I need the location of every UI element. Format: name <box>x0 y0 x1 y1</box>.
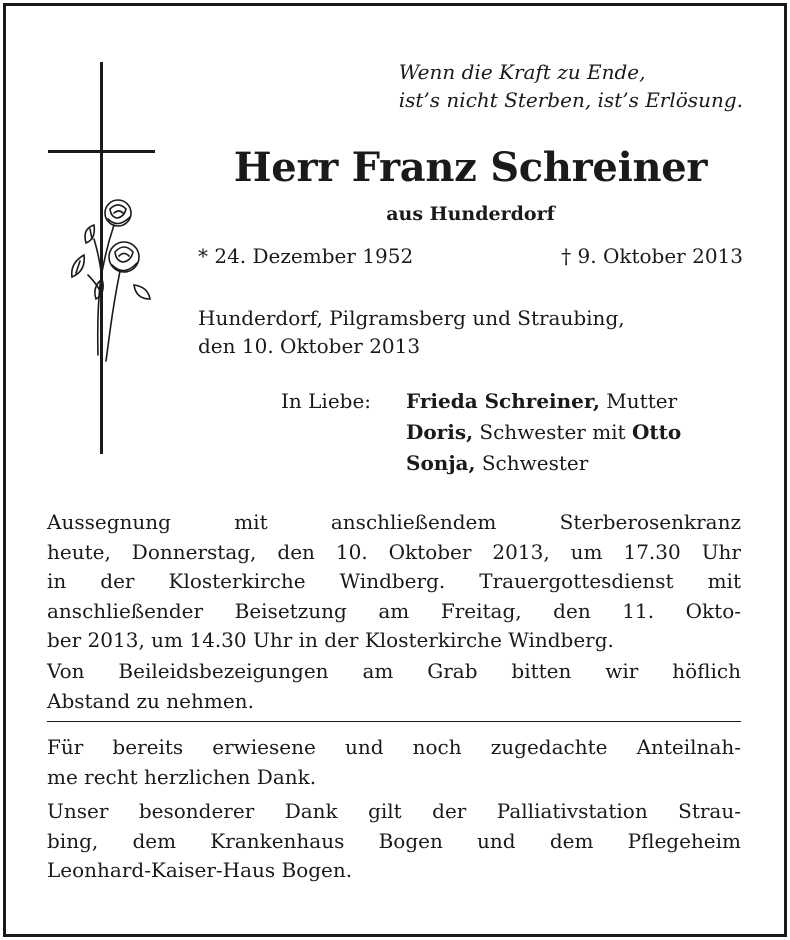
life-dates <box>198 242 743 270</box>
text-line: Aussegnung mit anschließendem Sterberosenkranz <box>47 510 741 534</box>
text-line: ber 2013, um 14.30 Uhr in der Klosterkirche Windberg. <box>47 628 614 652</box>
special-thanks-paragraph <box>47 797 741 886</box>
birth-date: * 24. Dezember 1952 <box>198 244 414 268</box>
text-line: heute, Donnerstag, den 10. Oktober 2013, um 17.30 Uhr <box>47 539 741 564</box>
text-line: Für bereits erwiesene und noch zugedachte Anteilnah- <box>47 735 741 759</box>
place-line: Hunderdorf, Pilgramsberg und Straubing, <box>198 306 625 330</box>
text-line: anschließender Beisetzung am Freitag, den 11. Okto- <box>47 598 741 623</box>
quote-line: ist’s nicht Sterben, ist’s Erlösung. <box>398 88 743 112</box>
mourner-entry <box>406 417 681 448</box>
mourners-list <box>406 386 681 479</box>
deceased-name: Herr Franz Schreiner <box>233 144 708 191</box>
text-line: in der Klosterkirche Windberg. Trauergottesdienst mit <box>47 569 741 593</box>
cross-bar <box>48 150 155 153</box>
mourner-name: Sonja, <box>406 451 476 475</box>
quote <box>399 58 743 114</box>
mourner-extra: Otto <box>631 420 682 444</box>
deceased-origin: aus Hunderdorf <box>386 203 555 225</box>
condolence-paragraph <box>47 657 741 716</box>
death-date: † 9. Oktober 2013 <box>561 244 743 268</box>
divider <box>47 721 741 722</box>
roses-icon <box>64 195 154 365</box>
text-line: bing, dem Krankenhaus Bogen und dem Pflegeheim <box>47 828 741 853</box>
mourner-name: Frieda Schreiner, <box>406 389 600 413</box>
mourner-relation: Schwester mit <box>473 420 632 444</box>
text-line: me recht herzlichen Dank. <box>47 764 317 789</box>
text-line: Von Beileidsbezeigungen am Grab bitten wir höflich <box>47 659 741 683</box>
mourner-relation: Mutter <box>599 389 678 413</box>
mourner-entry <box>406 386 681 417</box>
date-line: den 10. Oktober 2013 <box>198 334 421 358</box>
text-line: Unser besonderer Dank gilt der Palliativstation Strau- <box>47 799 741 823</box>
place-date <box>198 304 625 360</box>
thanks-paragraph <box>47 733 741 792</box>
service-paragraph <box>47 508 741 656</box>
mourner-entry <box>406 448 681 479</box>
mourner-name: Doris, <box>406 420 474 444</box>
text-line: Abstand zu nehmen. <box>47 688 254 713</box>
text-line: Leonhard-Kaiser-Haus Bogen. <box>47 858 353 882</box>
mourners-label: In Liebe: <box>281 389 372 413</box>
quote-line: Wenn die Kraft zu Ende, <box>398 60 646 84</box>
mourner-relation: Schwester <box>475 451 589 475</box>
